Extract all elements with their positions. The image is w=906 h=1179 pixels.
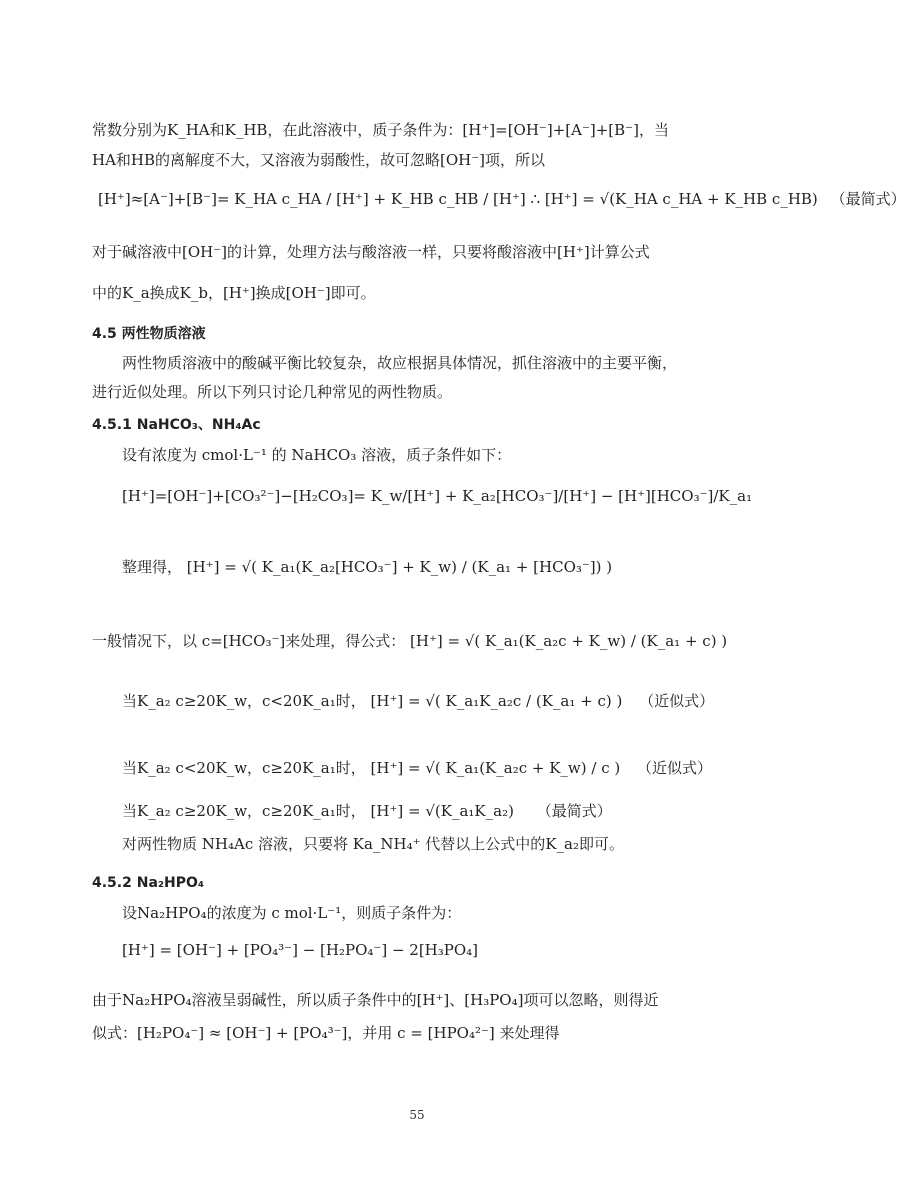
case2-condition: 当K_a₂ c<20K_w，c≥20K_a₁时， [122,759,366,777]
case2-row [122,757,712,778]
section-4-5-2-line1: 由于Na₂HPO₄溶液呈弱碱性，所以质子条件中的[H⁺]、[H₃PO₄]项可以忽略，则得近 [92,991,659,1009]
nh4ac-text: 对两性物质 NH₄Ac 溶液，只要将 Ka_NH₄⁺ 代替以上公式中的K_a₂即可。 [122,835,624,853]
case3-row [122,800,612,821]
formula-weak-acids [98,188,906,209]
case3-formula: [H⁺] = √(K_a₁K_a₂) [370,802,514,820]
formula-proton-condition-nahco3: [H⁺]=[OH⁻]+[CO₃²⁻]−[H₂CO₃]= K_w/[H⁺] + K_a₂[HCO₃⁻]/[H⁺] − [H⁺][HCO₃⁻]/K_a₁ [122,487,753,505]
rearranged-formula: [H⁺] = √( K_a₁(K_a₂[HCO₃⁻] + K_w) / (K_a₁ + [HCO₃⁻]) ) [186,558,613,576]
formula-proton-condition-na2hpo4: [H⁺] = [OH⁻] + [PO₄³⁻] − [H₂PO₄⁻] − 2[H₃PO₄] [122,941,479,959]
formula-weak-acids-note: （最简式） [830,190,906,208]
rearranged-label: 整理得， [122,558,183,576]
para2-line2: 中的K_a换成K_b，[H⁺]换成[OH⁻]即可。 [92,284,376,302]
para1-line1: 常数分别为K_HA和K_HB，在此溶液中，质子条件为：[H⁺]=[OH⁻]+[A⁻]+[B⁻]，当 [92,121,669,139]
case2-note: （近似式） [637,759,713,777]
section-4-5-line1: 两性物质溶液中的酸碱平衡比较复杂，故应根据具体情况，抓住溶液中的主要平衡， [122,354,678,372]
general-formula: [H⁺] = √( K_a₁(K_a₂c + K_w) / (K_a₁ + c) ) [410,632,728,650]
case1-condition: 当K_a₂ c≥20K_w，c<20K_a₁时， [122,692,366,710]
section-4-5-1-intro: 设有浓度为 cmol·L⁻¹ 的 NaHCO₃ 溶液，质子条件如下： [122,446,512,464]
case3-note: （最简式） [536,802,612,820]
formula-general [92,630,727,651]
para1-line2: HA和HB的离解度不大，又溶液为弱酸性，故可忽略[OH⁻]项，所以 [92,151,546,169]
formula-rearranged [122,556,612,577]
case1-row [122,690,714,711]
case2-formula: [H⁺] = √( K_a₁(K_a₂c + K_w) / c ) [370,759,621,777]
general-text: 一般情况下，以 c=[HCO₃⁻]来处理，得公式： [92,632,406,650]
case1-note: （近似式） [639,692,715,710]
section-4-5-line2: 进行近似处理。所以下列只讨论几种常见的两性物质。 [92,383,453,401]
case3-condition: 当K_a₂ c≥20K_w，c≥20K_a₁时， [122,802,366,820]
para2-line1: 对于碱溶液中[OH⁻]的计算，处理方法与酸溶液一样，只要将酸溶液中[H⁺]计算公式 [92,243,650,261]
section-4-5-2-intro: 设Na₂HPO₄的浓度为 c mol·L⁻¹，则质子条件为： [122,904,462,922]
section-4-5-2-line2: 似式：[H₂PO₄⁻] ≈ [OH⁻] + [PO₄³⁻]，并用 c = [HPO₄²⁻] 来处理得 [92,1024,560,1042]
section-4-5-title: 4.5 两性物质溶液 [92,326,206,342]
formula-weak-acids-text: [H⁺]≈[A⁻]+[B⁻]= K_HA c_HA / [H⁺] + K_HB c_HB / [H⁺] ∴ [H⁺] = √(K_HA c_HA + K_HB c_HB) [98,190,818,208]
section-4-5-2-title: 4.5.2 Na₂HPO₄ [92,875,205,891]
section-4-5-1-title: 4.5.1 NaHCO₃、NH₄Ac [92,417,261,433]
page-number: 55 [409,1108,425,1122]
case1-formula: [H⁺] = √( K_a₁K_a₂c / (K_a₁ + c) ) [370,692,623,710]
